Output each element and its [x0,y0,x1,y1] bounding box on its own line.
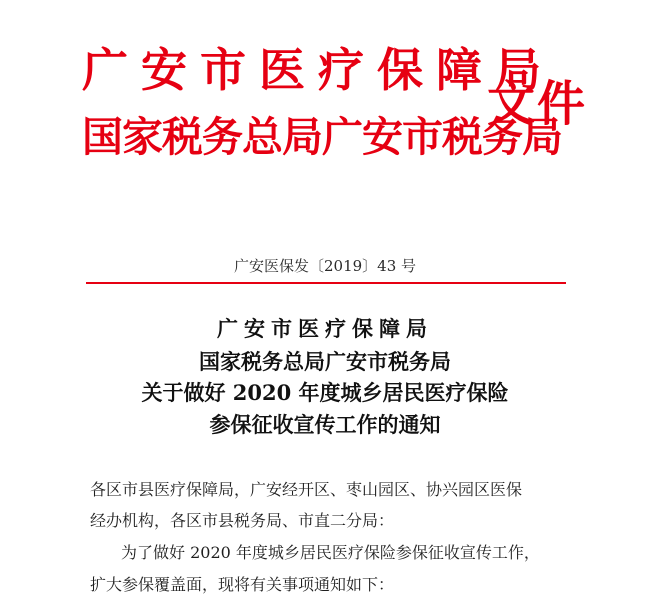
title-line-1: 广安市医疗保障局 [217,316,433,341]
title-line-4: 参保征收宣传工作的通知 [209,412,441,437]
body-line-3: 为了做好 2020 年度城乡居民医疗保险参保征收宣传工作， [121,543,540,562]
red-divider [86,282,566,284]
body-line-2: 经办机构，各区市县税务局、市直二分局： [90,511,395,530]
title-line-3: 关于做好 2020 年度城乡居民医疗保险 [141,380,509,405]
letterhead-document-word: 文件 [487,76,588,132]
letterhead-org-1: 广安市医疗保障局 [82,43,554,97]
document-number: 广安医保发〔2019〕43 号 [233,257,417,275]
body-line-1: 各区市县医疗保障局，广安经开区、枣山园区、协兴园区医保 [90,480,523,499]
letterhead-org-2: 国家税务总局广安市税务局 [82,113,562,161]
body-line-4: 扩大参保覆盖面，现将有关事项通知如下： [90,575,395,594]
title-line-2: 国家税务总局广安市税务局 [199,349,451,374]
